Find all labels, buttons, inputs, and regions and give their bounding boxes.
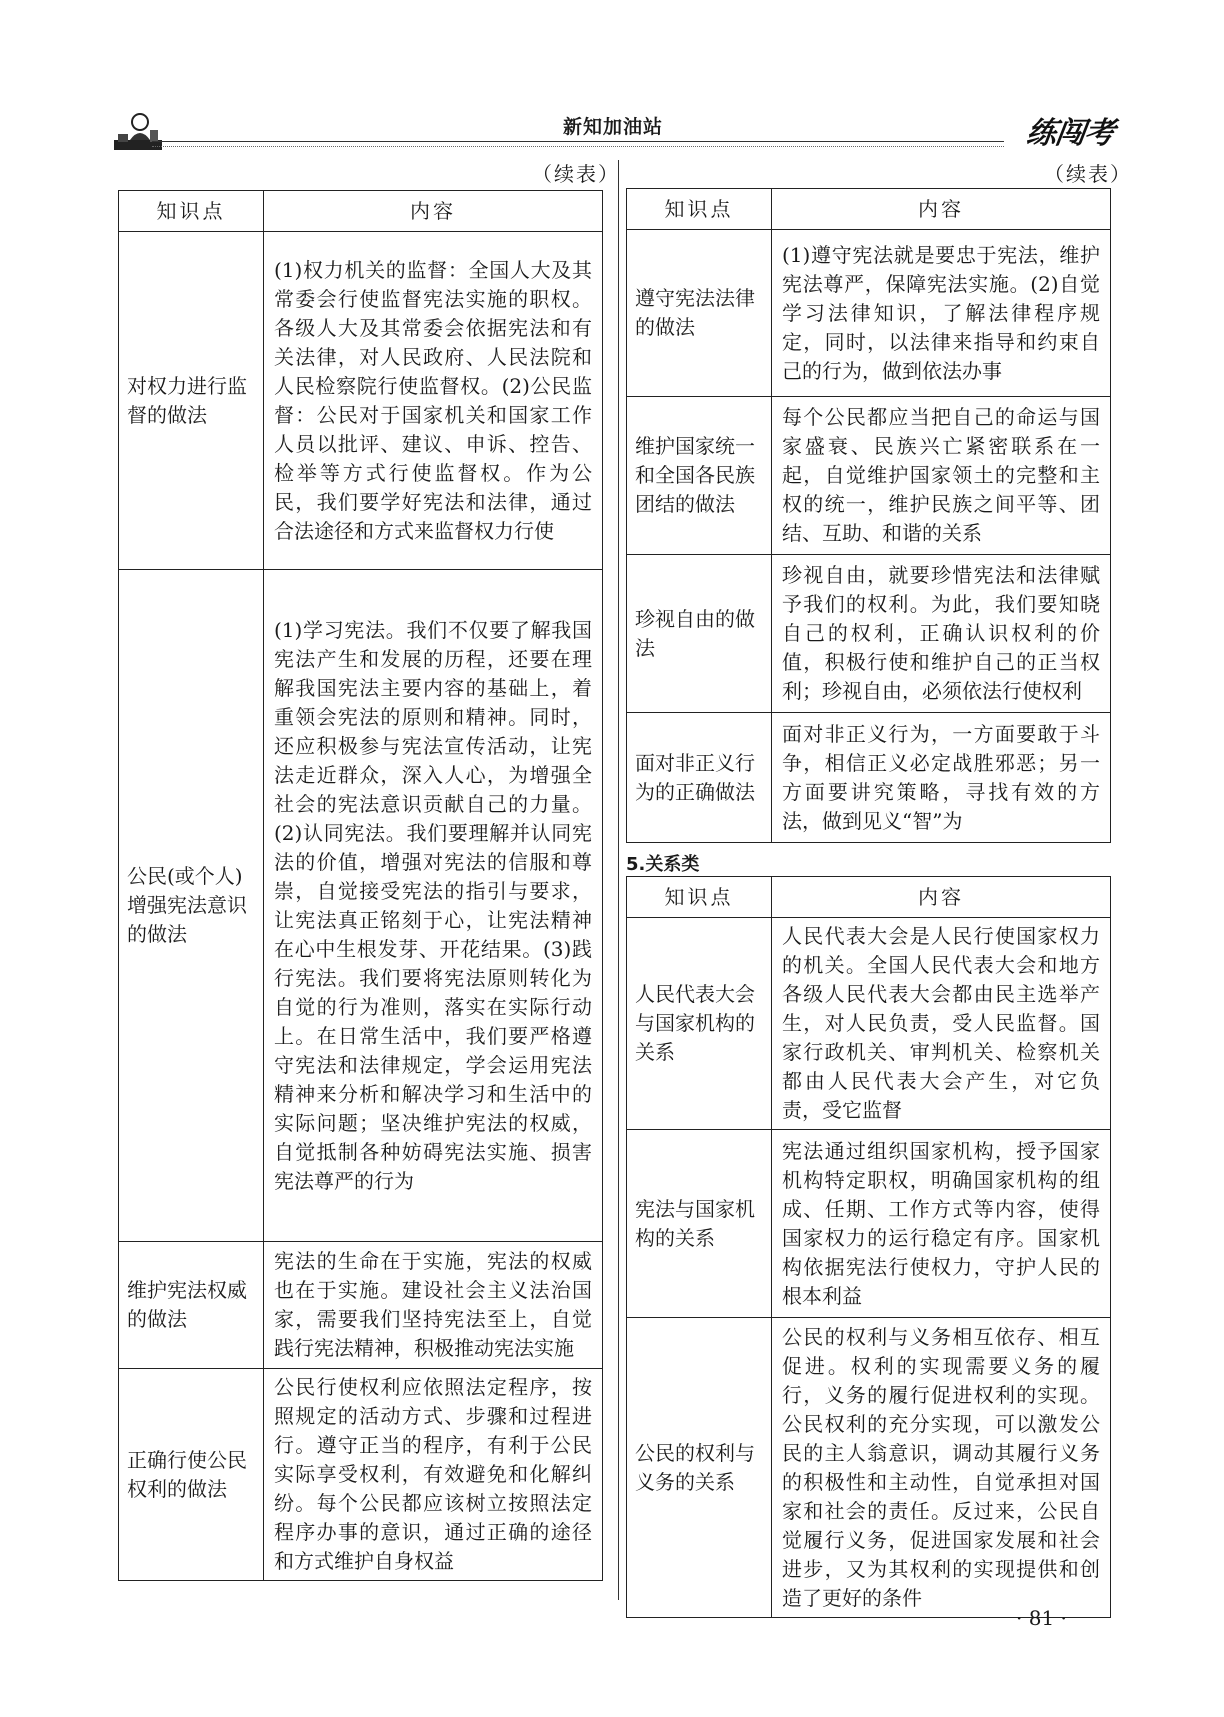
page-number: · 81 · <box>1016 1606 1067 1630</box>
column-header-topic: 知识点 <box>627 189 772 230</box>
brand-logo: 练闯考 <box>1024 116 1116 151</box>
content-cell: 宪法的生命在于实施，宪法的权威也在于实施。建设社会主义法治国家，需要我们坚持宪法至上，自觉践行宪法精神，积极推动宪法实施 <box>264 1242 603 1369</box>
table-row <box>119 570 603 1242</box>
content-cell: (1)权力机关的监督：全国人大及其常委会行使监督宪法实施的职权。各级人大及其常委会依据宪法和有关法律，对人民政府、人民法院和人民检察院行使监督权。(2)公民监督：公民对于国家机关和国家工作人员以批评、建议、申诉、控告、检举等方式行使监督权。作为公民，我们要学好宪法和法律，通过合法途径和方式来监督权力行使 <box>264 232 603 570</box>
topic-cell: 维护宪法权威的做法 <box>119 1242 264 1369</box>
content-cell: 珍视自由，就要珍惜宪法和法律赋予我们的权利。为此，我们要知晓自己的权利，正确认识权利的价值，积极行使和维护自己的正当权利；珍视自由，必须依法行使权利 <box>772 555 1111 713</box>
table-row <box>119 232 603 570</box>
content-cell: 每个公民都应当把自己的命运与国家盛衰、民族兴亡紧密联系在一起，自觉维护国家领土的完整和主权的统一，维护民族之间平等、团结、互助、和谐的关系 <box>772 397 1111 555</box>
right-continued-label: （续表） <box>1044 162 1132 186</box>
table-row <box>119 1369 603 1581</box>
header-title: 新知加油站 <box>562 116 663 138</box>
left-continued-label: （续表） <box>532 162 620 186</box>
right-knowledge-table <box>626 188 1111 843</box>
table-row <box>627 1130 1111 1318</box>
header-rule <box>152 141 1004 147</box>
topic-cell: 人民代表大会与国家机构的关系 <box>627 918 772 1130</box>
content-cell: 面对非正义行为，一方面要敢于斗争，相信正义必定战胜邪恶；另一方面要讲究策略，寻找有效的方法，做到见义“智”为 <box>772 713 1111 843</box>
topic-cell: 对权力进行监督的做法 <box>119 232 264 570</box>
table-row <box>627 230 1111 397</box>
content-cell: 宪法通过组织国家机构，授予国家机构特定职权，明确国家机构的组成、任期、工作方式等内容，使得国家权力的运行稳定有序。国家机构依据宪法行使权力，守护人民的根本利益 <box>772 1130 1111 1318</box>
topic-cell: 维护国家统一和全国各民族团结的做法 <box>627 397 772 555</box>
column-divider <box>618 160 619 1600</box>
table-row <box>627 713 1111 843</box>
column-header-topic: 知识点 <box>119 191 264 232</box>
left-knowledge-table <box>118 190 603 1581</box>
topic-cell: 遵守宪法法律的做法 <box>627 230 772 397</box>
table-header-row <box>119 191 603 232</box>
relation-table <box>626 876 1111 1618</box>
column-header-content: 内容 <box>772 877 1111 918</box>
topic-cell: 正确行使公民权利的做法 <box>119 1369 264 1581</box>
table-row <box>627 1318 1111 1618</box>
topic-cell: 面对非正义行为的正确做法 <box>627 713 772 843</box>
column-header-content: 内容 <box>772 189 1111 230</box>
content-cell: 公民行使权利应依照法定程序，按照规定的活动方式、步骤和过程进行。遵守正当的程序，有利于公民实际享受权利，有效避免和化解纠纷。每个公民都应该树立按照法定程序办事的意识，通过正确的途径和方式维护自身权益 <box>264 1369 603 1581</box>
topic-cell: 公民的权利与义务的关系 <box>627 1318 772 1618</box>
table-row <box>627 397 1111 555</box>
section-title: 5.关系类 <box>626 854 700 875</box>
topic-cell: 珍视自由的做法 <box>627 555 772 713</box>
topic-cell: 公民(或个人)增强宪法意识的做法 <box>119 570 264 1242</box>
table-row <box>627 555 1111 713</box>
table-row <box>119 1242 603 1369</box>
column-header-topic: 知识点 <box>627 877 772 918</box>
table-row <box>627 918 1111 1130</box>
content-cell: 公民的权利与义务相互依存、相互促进。权利的实现需要义务的履行，义务的履行促进权利的实现。公民权利的充分实现，可以激发公民的主人翁意识，调动其履行义务的积极性和主动性，自觉承担对国家和社会的责任。反过来，公民自觉履行义务，促进国家发展和社会进步，又为其权利的实现提供和创造了更好的条件 <box>772 1318 1111 1618</box>
column-header-content: 内容 <box>264 191 603 232</box>
table-header-row <box>627 189 1111 230</box>
content-cell: (1)学习宪法。我们不仅要了解我国宪法产生和发展的历程，还要在理解我国宪法主要内容的基础上，着重领会宪法的原则和精神。同时，还应积极参与宪法宣传活动，让宪法走近群众，深入人心，为增强全社会的宪法意识贡献自己的力量。(2)认同宪法。我们要理解并认同宪法的价值，增强对宪法的信服和尊崇，自觉接受宪法的指引与要求，让宪法真正铭刻于心，让宪法精神在心中生根发芽、开花结果。(3)践行宪法。我们要将宪法原则转化为自觉的行为准则，落实在实际行动上。在日常生活中，我们要严格遵守宪法和法律规定，学会运用宪法精神来分析和解决学习和生活中的实际问题；坚决维护宪法的权威，自觉抵制各种妨碍宪法实施、损害宪法尊严的行为 <box>264 570 603 1242</box>
content-cell: (1)遵守宪法就是要忠于宪法，维护宪法尊严，保障宪法实施。(2)自觉学习法律知识，了解法律程序规定，同时，以法律来指导和约束自己的行为，做到依法办事 <box>772 230 1111 397</box>
page-header <box>112 102 1114 152</box>
content-cell: 人民代表大会是人民行使国家权力的机关。全国人民代表大会和地方各级人民代表大会都由民主选举产生，对人民负责，受人民监督。国家行政机关、审判机关、检察机关都由人民代表大会产生，对它负责，受它监督 <box>772 918 1111 1130</box>
table-header-row <box>627 877 1111 918</box>
topic-cell: 宪法与国家机构的关系 <box>627 1130 772 1318</box>
